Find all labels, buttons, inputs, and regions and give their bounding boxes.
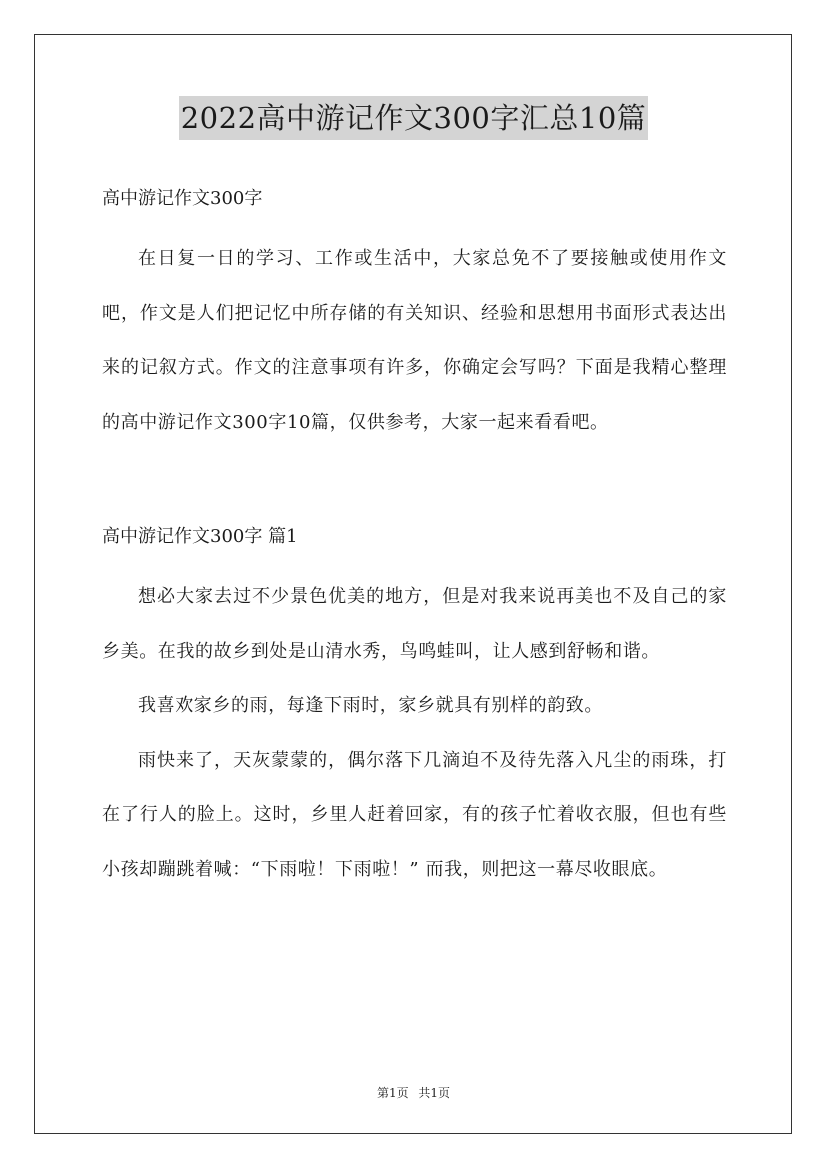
- body-paragraph: 雨快来了，天灰蒙蒙的，偶尔落下几滴迫不及待先落入凡尘的雨珠，打在了行人的脸上。这时，乡里人赶着回家，有的孩子忙着收衣服，但也有些小孩却蹦跳着喊：“下雨啦！下雨啦！” 而我，则把这一幕尽收眼底。: [102, 749, 727, 880]
- document-body: [102, 172, 727, 897]
- body-paragraph: 我喜欢家乡的雨，每逢下雨时，家乡就具有别样的韵致。: [138, 695, 603, 716]
- body-paragraph: 想必大家去过不少景色优美的地方，但是对我来说再美也不及自己的家乡美。在我的故乡到处是山清水秀，鸟鸣蛙叫，让人感到舒畅和谐。: [102, 586, 727, 662]
- page-footer: [0, 1084, 827, 1101]
- section-heading: 高中游记作文300字: [102, 188, 263, 209]
- article-heading: 高中游记作文300字 篇1: [102, 526, 298, 547]
- page-number-total: 共1页: [418, 1086, 451, 1100]
- document-title: 2022高中游记作文300字汇总10篇: [179, 96, 649, 140]
- title-container: [0, 96, 827, 140]
- page-number-current: 第1页: [376, 1086, 409, 1100]
- intro-paragraph: 在日复一日的学习、工作或生活中，大家总免不了要接触或使用作文吧，作文是人们把记忆中所存储的有关知识、经验和思想用书面形式表达出来的记叙方式。作文的注意事项有许多，你确定会写吗？下面是我精心整理的高中游记作文300字10篇，仅供参考，大家一起来看看吧。: [102, 248, 727, 433]
